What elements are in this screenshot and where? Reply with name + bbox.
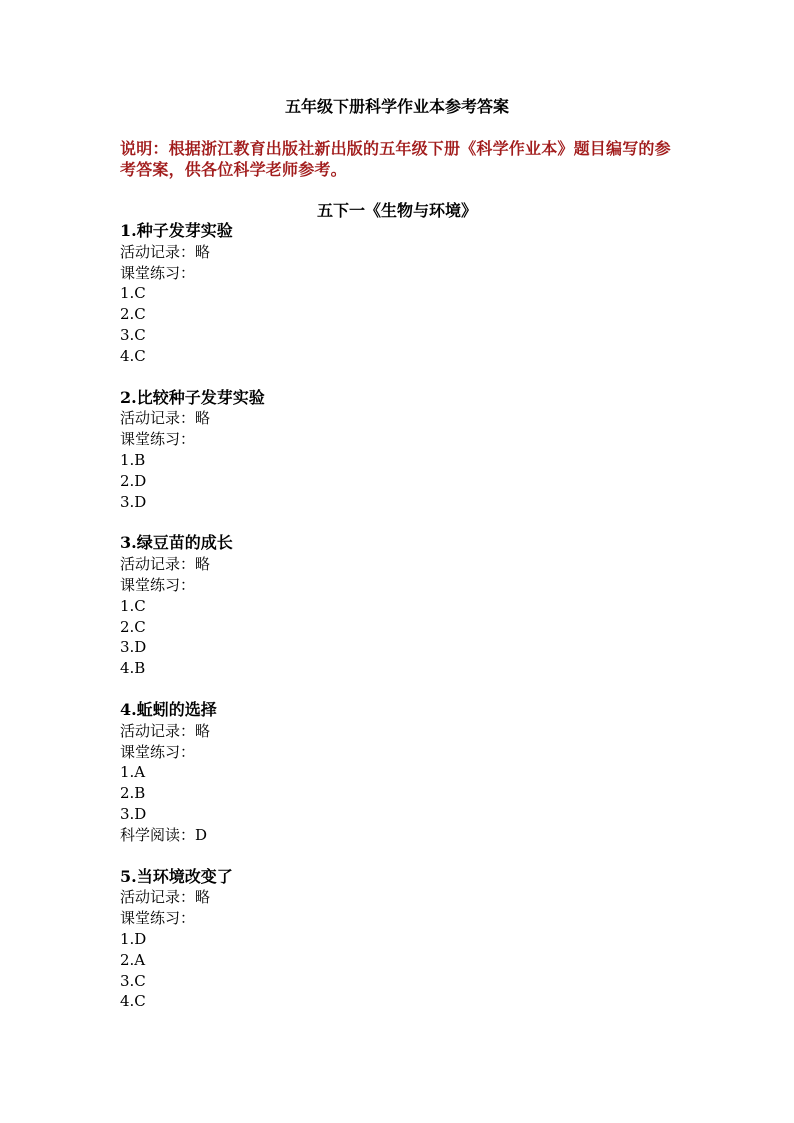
note-paragraph: 说明：根据浙江教育出版社新出版的五年级下册《科学作业本》题目编写的参考答案，供各位科学老师参考。 bbox=[120, 139, 671, 179]
answer-line: 课堂练习： bbox=[120, 430, 196, 449]
answer-line: 4.C bbox=[120, 346, 146, 365]
lesson-title: 1.种子发芽实验 bbox=[120, 221, 233, 240]
answer-line: 科学阅读：D bbox=[120, 825, 208, 844]
lesson-section bbox=[120, 700, 680, 846]
answer-line: 课堂练习： bbox=[120, 263, 196, 282]
lesson-section bbox=[120, 221, 680, 367]
lesson-title: 2.比较种子发芽实验 bbox=[120, 387, 265, 407]
lesson-section bbox=[120, 867, 680, 1013]
lesson-title: 3.绿豆苗的成长 bbox=[120, 533, 233, 553]
answer-line: 2.B bbox=[120, 784, 146, 803]
answer-line: 4.C bbox=[120, 992, 146, 1011]
answer-line: 1.C bbox=[120, 596, 146, 615]
answer-line: 活动记录：略 bbox=[120, 721, 211, 740]
answer-line: 3.D bbox=[120, 492, 147, 511]
answers-content bbox=[120, 221, 680, 1033]
lesson-title: 4.蚯蚓的选择 bbox=[120, 699, 217, 719]
answer-line: 3.D bbox=[120, 638, 147, 657]
answer-line: 课堂练习： bbox=[120, 909, 196, 928]
answer-line: 活动记录：略 bbox=[120, 555, 211, 574]
answer-line: 1.A bbox=[120, 763, 146, 782]
answer-line: 课堂练习： bbox=[120, 575, 196, 594]
answer-line: 3.D bbox=[120, 804, 147, 823]
answer-line: 1.D bbox=[120, 929, 147, 948]
answer-line: 3.C bbox=[120, 325, 146, 344]
lesson-title: 5.当环境改变了 bbox=[120, 866, 233, 886]
answer-line: 活动记录：略 bbox=[120, 409, 211, 428]
answer-line: 2.C bbox=[120, 305, 146, 324]
answer-line: 1.B bbox=[120, 450, 146, 469]
answer-line: 2.C bbox=[120, 617, 146, 636]
answer-line: 活动记录：略 bbox=[120, 888, 211, 907]
lesson-section bbox=[120, 388, 680, 513]
unit-title: 五下一《生物与环境》 bbox=[316, 201, 477, 220]
lesson-section bbox=[120, 533, 680, 679]
answer-line: 课堂练习： bbox=[120, 742, 196, 761]
answer-line: 1.C bbox=[120, 284, 146, 303]
answer-line: 4.B bbox=[120, 659, 146, 678]
answer-line: 2.A bbox=[120, 950, 146, 969]
answer-line: 3.C bbox=[120, 971, 146, 990]
answer-line: 活动记录：略 bbox=[120, 242, 211, 261]
document-title: 五年级下册科学作业本参考答案 bbox=[284, 97, 509, 116]
answer-line: 2.D bbox=[120, 471, 147, 490]
